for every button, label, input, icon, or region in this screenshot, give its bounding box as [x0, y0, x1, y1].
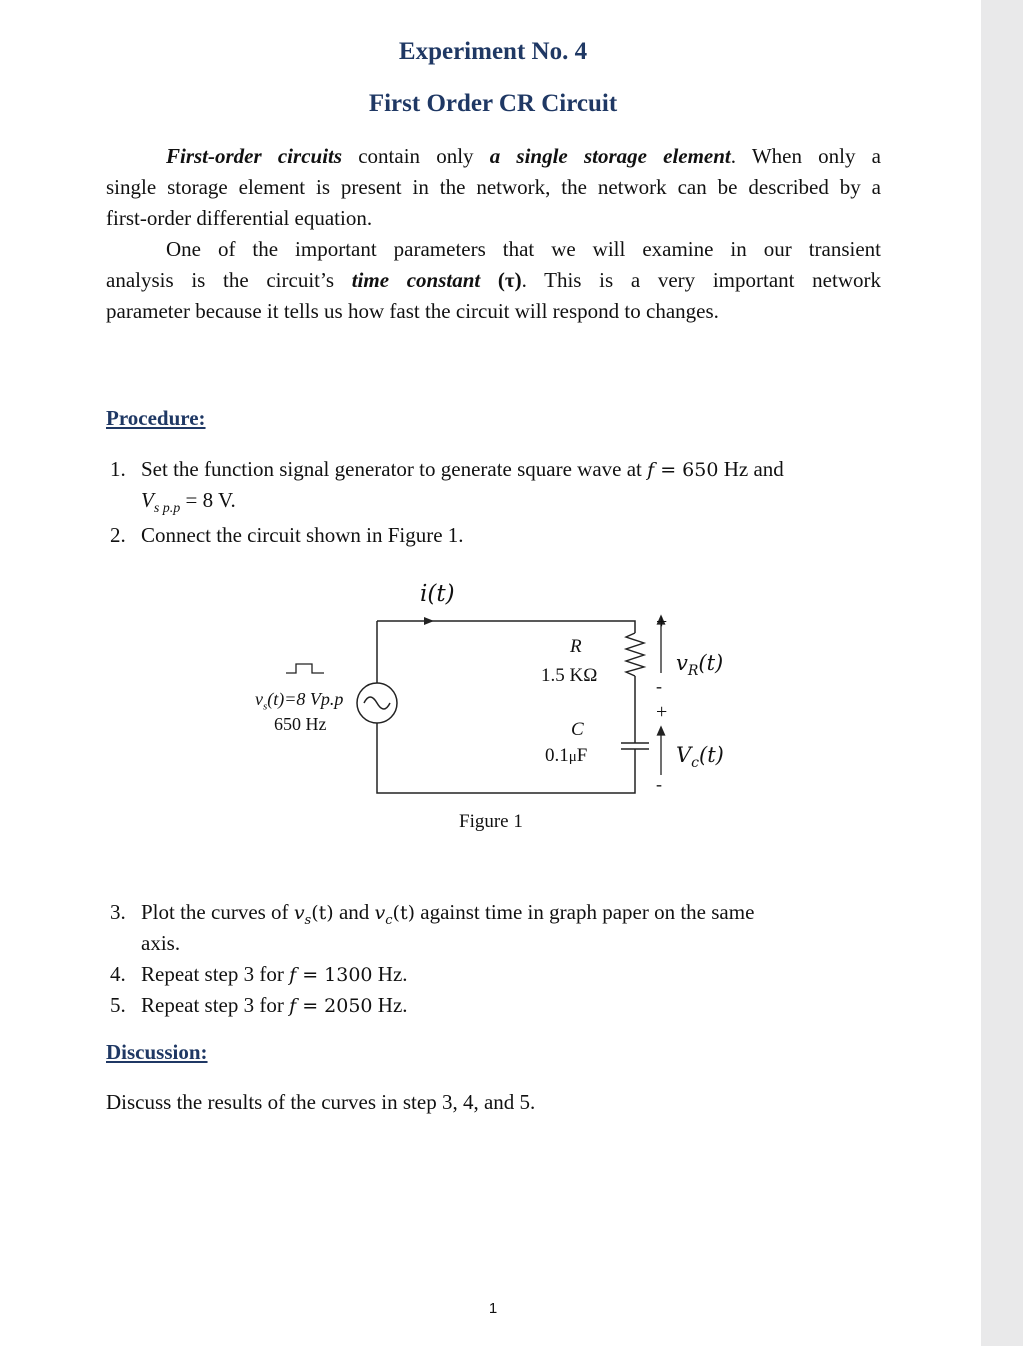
math-t: (t)	[311, 902, 334, 924]
capacitor-symbol: C	[571, 719, 584, 740]
source-rest: (t)=8 Vp.p	[267, 689, 344, 709]
term-time-constant: time constant	[351, 268, 481, 292]
math-sub: c	[385, 913, 393, 929]
math-f: f	[289, 995, 297, 1017]
intro-text: . This is a very important network	[521, 268, 882, 292]
procedure-step-1-line-2	[141, 485, 236, 524]
page-subtitle: First Order CR Circuit	[368, 90, 618, 117]
step-number: 4.	[110, 962, 126, 986]
vc-minus: -	[656, 774, 662, 794]
intro-text: analysis is the circuit’s	[106, 268, 352, 292]
math-sub: s	[304, 913, 312, 929]
step-number: 3.	[110, 900, 126, 924]
source-frequency: 650 Hz	[274, 714, 327, 734]
intro-line-3: first-order differential equation.	[106, 206, 373, 230]
procedure-step-4	[110, 959, 408, 991]
math-v: v	[293, 902, 305, 924]
term-first-order: First-order circuits	[166, 144, 343, 168]
bottom-wire	[377, 723, 635, 793]
scroll-gutter	[981, 0, 1023, 1346]
step-number: 2.	[110, 523, 126, 547]
resistor-icon	[626, 633, 644, 676]
vc-sub: c	[691, 755, 700, 772]
procedure-step-3	[110, 897, 754, 936]
step-text: Hz.	[372, 993, 408, 1017]
intro-text: contain only	[342, 144, 490, 168]
source-label	[255, 689, 343, 713]
procedure-step-3-line-2: axis.	[141, 931, 181, 955]
vc-t: (t)	[699, 743, 724, 767]
discussion-heading: Discussion:	[106, 1040, 208, 1064]
vr-v: v	[676, 651, 688, 675]
step-number: 1.	[110, 457, 126, 481]
c-unit: F	[576, 745, 588, 766]
tau-symbol: (τ)	[497, 268, 522, 292]
vr-label	[676, 651, 723, 679]
step-text: Connect the circuit shown in Figure 1.	[141, 523, 464, 547]
vc-plus: +	[656, 701, 668, 723]
current-arrow-icon	[424, 617, 434, 625]
vc-label	[676, 743, 724, 771]
step-text: = 8 V.	[180, 488, 236, 512]
capacitor-icon	[621, 743, 649, 759]
square-wave-icon	[286, 664, 324, 673]
procedure-heading: Procedure:	[106, 406, 206, 430]
step-text: Plot the curves of	[141, 900, 294, 924]
circuit-figure	[240, 578, 760, 808]
term-storage: a single storage element	[489, 144, 731, 168]
intro-text: . When only a	[730, 144, 881, 168]
math-f: f	[289, 964, 297, 986]
math-eq: = 650	[654, 459, 719, 481]
procedure-step-2	[110, 520, 464, 551]
vc-v: V	[676, 743, 692, 767]
c-prefix: μ	[568, 749, 577, 765]
step-text: against time in graph paper on the same	[415, 900, 755, 924]
step-text: Repeat step 3 for	[141, 993, 290, 1017]
math-t: (t)	[392, 902, 415, 924]
intro-line-1	[106, 141, 881, 172]
capacitor-value	[545, 745, 587, 767]
vr-sub: R	[687, 663, 699, 680]
page-number: 1	[488, 1300, 498, 1317]
intro-line-5	[106, 265, 881, 296]
step-number: 5.	[110, 993, 126, 1017]
current-label: i(t)	[420, 581, 455, 607]
math-eq: = 2050	[296, 995, 373, 1017]
vc-arrow-icon	[658, 727, 665, 735]
intro-line-2: single storage element is present in the network, the network can be described by a	[106, 175, 881, 199]
step-text: and	[333, 900, 375, 924]
figure-caption: Figure 1	[459, 811, 523, 832]
math-f: f	[647, 459, 655, 481]
step-text: Hz and	[718, 457, 784, 481]
resistor-symbol: R	[570, 636, 582, 657]
source-sub: s	[263, 700, 268, 713]
math-v: V	[141, 488, 154, 512]
resistor-value: 1.5 KΩ	[541, 665, 598, 686]
top-wire	[377, 621, 635, 633]
vr-minus: -	[656, 676, 662, 696]
c-number: 0.1	[545, 745, 569, 766]
step-text: Hz.	[372, 962, 408, 986]
math-eq: = 1300	[296, 964, 373, 986]
step-text: Set the function signal generator to generate square wave at	[141, 457, 648, 481]
vr-t: (t)	[698, 651, 724, 675]
vr-plus: +	[656, 611, 668, 633]
intro-line-4: One of the important parameters that we will examine in our transient	[166, 237, 881, 261]
math-v: v	[374, 902, 386, 924]
procedure-step-1	[110, 454, 784, 486]
math-sub: s p.p	[153, 501, 181, 517]
page-title: Experiment No. 4	[398, 38, 588, 65]
discussion-text: Discuss the results of the curves in step 3, 4, and 5.	[106, 1090, 536, 1114]
step-text: Repeat step 3 for	[141, 962, 290, 986]
source-v: v	[255, 689, 263, 709]
procedure-step-5	[110, 990, 408, 1022]
intro-line-6: parameter because it tells us how fast the circuit will respond to changes.	[106, 299, 719, 323]
